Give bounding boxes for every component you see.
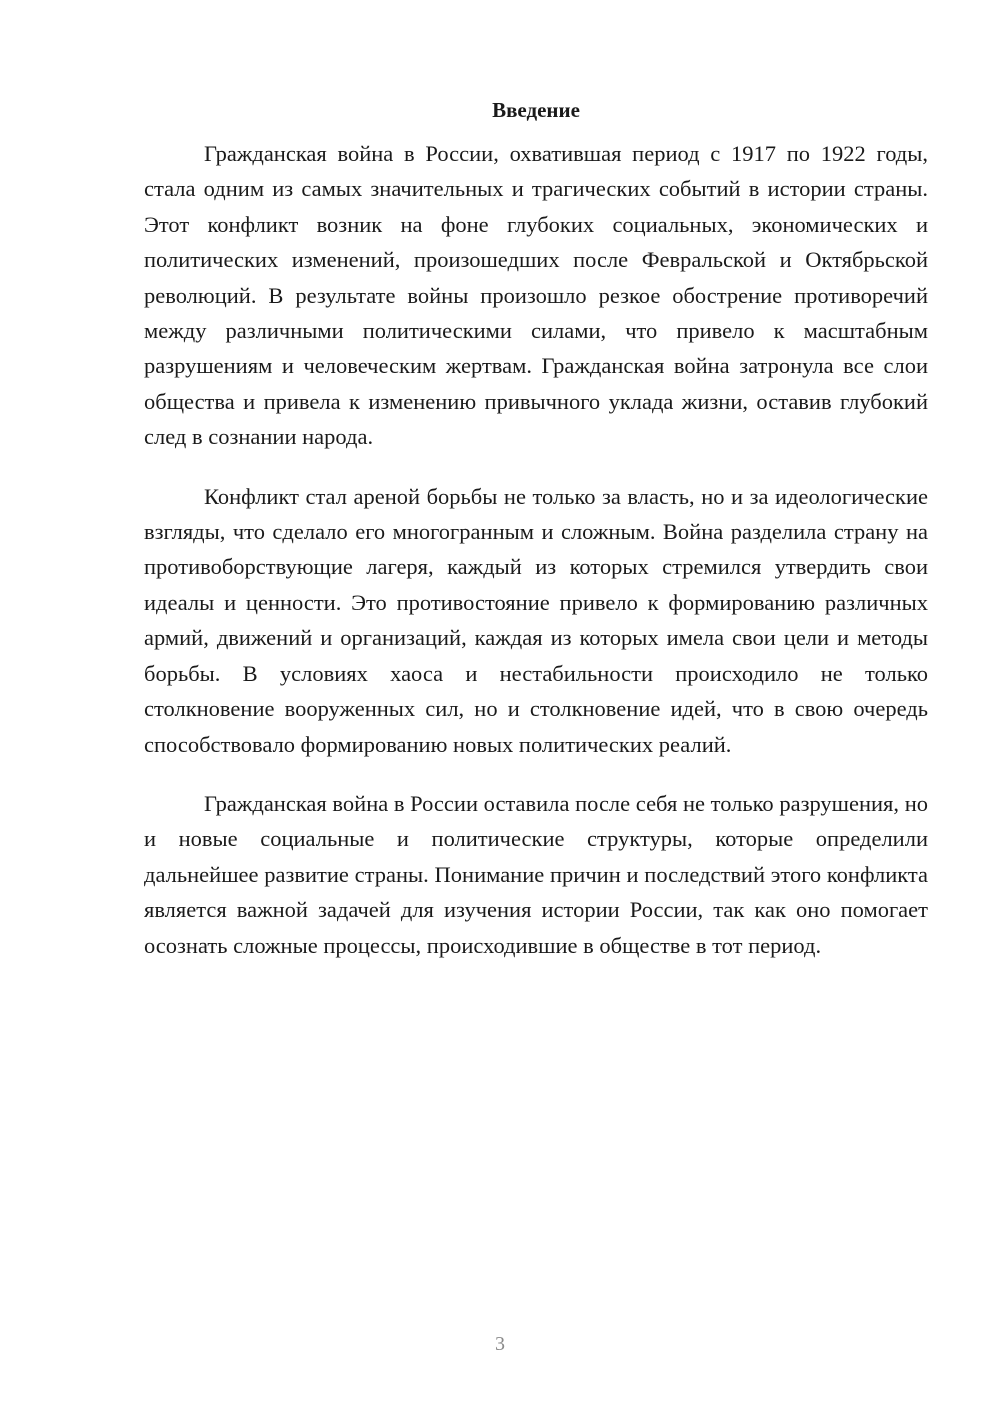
paragraph-1: Гражданская война в России, охватившая период с 1917 по 1922 годы, стала одним из самых значительных и трагических событий в истории страны. Этот конфликт возник на фоне глубоких социальных, экономических и политических изменений, произошедших после Февральской и Октябрьской революций. В результате войны произошло резкое обострение противоречий между различными политическими силами, что привело к масштабным разрушениям и человеческим жертвам. Гражданская война затронула все слои общества и привела к изменению привычного уклада жизни, оставив глубокий след в сознании народа.	[144, 141, 928, 450]
paragraph-2: Конфликт стал ареной борьбы не только за власть, но и за идеологические взгляды, что сделало его многогранным и сложным. Война разделила страну на противоборствующие лагеря, каждый из которых стремился утвердить свои идеалы и ценности. Это противостояние привело к формированию различных армий, движений и организаций, каждая из которых имела свои цели и методы борьбы. В условиях хаоса и нестабильности происходило не только столкновение вооруженных сил, но и столкновение идей, что в свою очередь способствовало формированию новых политических реалий.	[144, 483, 928, 757]
page-number: 3	[495, 1333, 505, 1355]
paragraph-3: Гражданская война в России оставила после себя не только разрушения, но и новые социальные и политические структуры, которые определили дальнейшее развитие страны. Понимание причин и последствий этого конфликта является важной задачей для изучения истории России, так как оно помогает осознать сложные процессы, происходившие в обществе в тот период.	[144, 790, 928, 958]
page-content	[144, 96, 928, 987]
section-title: Введение	[492, 98, 580, 122]
